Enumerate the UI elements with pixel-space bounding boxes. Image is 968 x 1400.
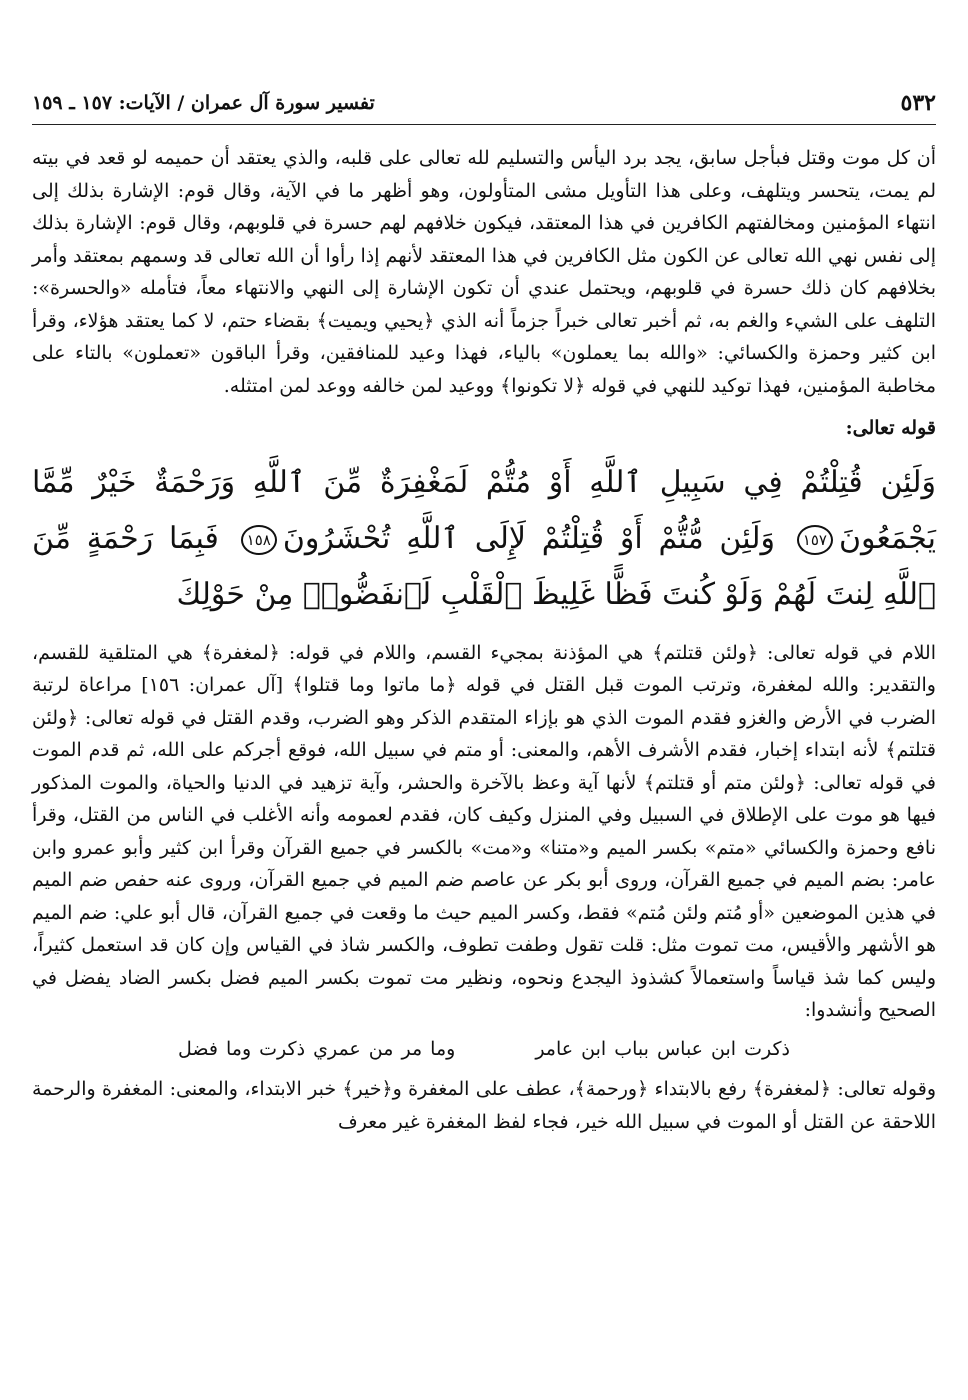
verse-intro: قوله تعالى: [845, 417, 936, 439]
page-number: ٥٣٢ [900, 90, 936, 116]
page-header [32, 90, 936, 125]
paragraph-commentary-2: اللام في قوله تعالى: ﴿ولئن قتلتم﴾ هي المؤذنة بمجيء القسم، واللام في قوله: ﴿لمغفرة﴾ هي المتلقية للقسم، والتقدير: والله لمغفرة، وترتب الموت قبل القتل في قوله ﴿ما ماتوا وما قتلوا﴾ [آل عمران: ١٥٦] مراعاة لرتبة الضرب في الأرض والغزو فقدم الموت الذي هو بإزاء المتقدم الذكر وهو الضرب، وقدم القتل في قوله تعالى: ﴿ولئن قتلتم﴾ لأنه ابتداء إخبار، فقدم الأشرف الأهم، والمعنى: أو متم في سبيل الله، فوقع أجركم على الله، ثم قدم الموت في قوله تعالى: ﴿ولئن متم أو قتلتم﴾ لأنها آية وعظ بالآخرة والحشر، وآية تزهيد في الدنيا والحياة، والموت المذكور فيها هو موت على الإطلاق في السبيل وفي المنزل وكيف كان، فقدم لعمومه وأنه الأغلب في الناس من القتل، وقرأ نافع وحمزة والكسائي «متم» بكسر الميم و«متنا» و«مت» بالكسر في جميع القرآن وقرأ ابن كثير وأبو عمرو وابن عامر: بضم الميم في جميع القرآن، وروى أبو بكر عن عاصم ضم الميم في جميع القرآن، وروى عنه حفص ضم الميم في هذين الموضعين «أو مُتم ولئن مُتم» فقط، وكسر الميم حيث ما وقعت في جميع القرآن، قال أبو علي: ضم الميم هو الأشهر والأقيس، مت تموت مثل: قلت تقول وطفت تطوف، والكسر شاذ في القياس وإن كان قد استعمل كثيراً، وليس كما شذ قياساً واستعمالاً كشذوذ اليجدع ونحوه، ونظير مت تموت بكسر الميم فضل بكسر الضاد يفضل في الصحيح وأنشدوا: [32, 641, 936, 1021]
verse-text-159: فَبِمَا رَحْمَةٍ مِّنَ ٱللَّهِ لِنتَ لَهُمْ وَلَوْ كُنتَ فَظًّا غَلِيظَ ٱلْقَلْبِ لَٱنفَضُّوا۟ مِنْ حَوْلِكَ [32, 520, 936, 612]
verse-text-157: وَلَئِن قُتِلْتُمْ فِي سَبِيلِ ٱللَّهِ أَوْ مُتُّمْ لَمَغْفِرَةٌ مِّنَ ٱللَّهِ وَرَحْمَةٌ خَيْرٌ مِّمَّا يَجْمَعُونَ [32, 464, 937, 556]
verse-number-marker-157: ١٥٧ [797, 525, 833, 555]
poem-verse [32, 1033, 936, 1066]
paragraph-commentary-3: وقوله تعالى: ﴿لمغفرة﴾ رفع بالابتداء ﴿ورحمة﴾، عطف على المغفرة و﴿خير﴾ خبر الابتداء، والمعنى: المغفرة والرحمة اللاحقة عن القتل أو الموت في سبيل الله خير، فجاء لفظ المغفرة غير معرف [32, 1078, 936, 1133]
paragraph-commentary-1: أن كل موت وقتل فبأجل سابق، يجد برد اليأس والتسليم لله تعالى على قلبه، والذي يعتقد أن حميمه لو قعد في بيته لم يمت، يتحسر ويتلهف، وعلى هذا التأويل مشى المتأولون، وهو أظهر ما في الآية، وقال قوم: الإشارة بذلك إلى انتهاء المؤمنين ومخالفتهم الكافرين في هذا المعتقد، فيكون خلافهم لهم حسرة في قلوبهم، وقال قوم: الإشارة بذلك إلى نفس نهي الله تعالى عن الكون مثل الكافرين في هذا المعتقد لأنهم إذا رأوا أن الله تعالى قد وسمهم بمعتقد وأمر بخلافهم كان ذلك حسرة في قلوبهم، ويحتمل عندي أن تكون الإشارة إلى النهي والانتهاء معاً، فتأمله «والحسرة»: التلهف على الشيء والغم به، ثم أخبر تعالى خبراً جزماً أنه الذي ﴿يحيي ويميت﴾ بقضاء حتم، لا كما يعتقد هؤلاء، وقرأ ابن كثير وحمزة والكسائي: «والله بما يعملون» بالياء، فهذا وعيد للمنافقين، وقرأ الباقون «تعملون» بالتاء على مخاطبة المؤمنين، فهذا توكيد للنهي في قوله ﴿لا تكونوا﴾ ووعيد لمن خالفه ووعد لمن امتثله. [32, 147, 936, 397]
verse-text-158: وَلَئِن مُّتُّمْ أَوْ قُتِلْتُمْ لَإِلَى ٱللَّهِ تُحْشَرُونَ [282, 520, 775, 556]
running-title: تفسير سورة آل عمران / الآيات: ١٥٧ ـ ١٥٩ [32, 92, 375, 114]
quran-verse-block [32, 455, 936, 623]
poem-first-hemistich: ذكرت ابن عباس بباب ابن عامر [535, 1037, 790, 1060]
poem-second-hemistich: وما مر من عمري ذكرت وما فضل [178, 1037, 456, 1060]
page-content [32, 142, 936, 1138]
verse-number-marker-158: ١٥٨ [241, 525, 277, 555]
